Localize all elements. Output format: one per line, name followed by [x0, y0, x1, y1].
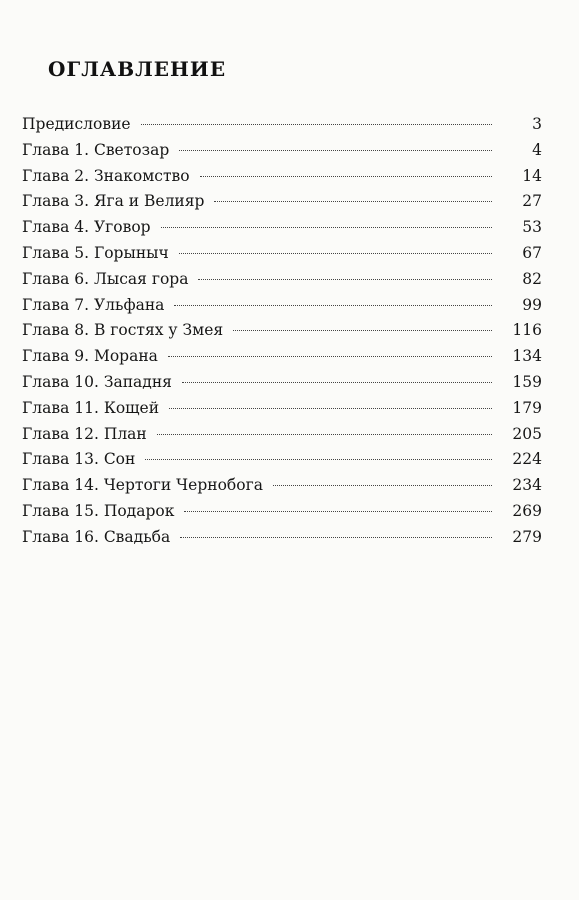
dot-leader — [157, 434, 492, 435]
toc-entry — [22, 241, 542, 267]
toc-entry — [22, 499, 542, 525]
toc-entry-title: Глава 11. Кощей — [22, 398, 160, 417]
toc-entry — [22, 164, 542, 190]
toc-entry-page-number: 3 — [532, 115, 542, 133]
dot-leader — [184, 511, 492, 512]
toc-entry-page-number: 134 — [512, 347, 542, 366]
dot-leader — [179, 253, 492, 254]
toc-entry — [22, 318, 542, 344]
toc-entry-title: Глава 13. Сон — [22, 450, 136, 469]
toc-entry — [22, 112, 542, 138]
dot-leader — [179, 150, 492, 151]
toc-entry-page-number: 82 — [522, 269, 542, 288]
toc-entry — [22, 215, 542, 241]
toc-entry-page-number: 234 — [512, 476, 542, 495]
toc-entry-title: Глава 15. Подарок — [22, 501, 175, 520]
dot-leader — [174, 305, 492, 306]
toc-entry-title: Глава 8. В гостях у Змея — [22, 321, 224, 340]
toc-entry — [22, 293, 542, 319]
toc-entry — [22, 525, 542, 551]
toc-entry — [22, 447, 542, 473]
toc-entry-title: Глава 16. Свадьба — [22, 527, 171, 546]
dot-leader — [273, 485, 492, 486]
toc-entry-title: Глава 14. Чертоги Чернобога — [22, 476, 263, 495]
toc-entry-page-number: 27 — [522, 192, 542, 211]
dot-leader — [168, 356, 492, 357]
dot-leader — [180, 537, 492, 538]
toc-entry-title: Глава 12. План — [22, 424, 147, 443]
toc-entry-title: Глава 2. Знакомство — [22, 166, 190, 185]
toc-entry-page-number: 4 — [532, 140, 542, 159]
dot-leader — [200, 176, 492, 177]
dot-leader — [161, 227, 492, 228]
toc-entry-title: Глава 7. Ульфана — [22, 295, 165, 314]
toc-entry-page-number: 269 — [512, 501, 542, 520]
toc-entry — [22, 422, 542, 448]
dot-leader — [198, 279, 492, 280]
toc-entry-page-number: 179 — [512, 398, 542, 417]
toc-entry-title: Глава 6. Лысая гора — [22, 269, 189, 288]
toc-entry-title: Глава 9. Морана — [22, 347, 158, 366]
dot-leader — [145, 459, 492, 460]
toc-entry — [22, 267, 542, 293]
toc-entry-page-number: 67 — [522, 243, 542, 262]
toc-entry-page-number: 14 — [522, 166, 542, 185]
toc-entry-title: Глава 4. Уговор — [22, 218, 151, 237]
toc-entry-title: Предисловие — [22, 115, 131, 133]
toc-entry-title: Глава 5. Горыныч — [22, 243, 169, 262]
toc-entry-page-number: 224 — [512, 450, 542, 469]
page-title: оглавление — [48, 50, 227, 83]
dot-leader — [233, 330, 492, 331]
toc-entry — [22, 189, 542, 215]
toc-entry-page-number: 205 — [512, 424, 542, 443]
toc-entry-title: Глава 1. Светозар — [22, 140, 170, 159]
toc-entry-page-number: 116 — [512, 321, 542, 340]
toc-entry-title: Глава 10. Западня — [22, 372, 172, 391]
dot-leader — [169, 408, 492, 409]
toc-entry-page-number: 279 — [512, 527, 542, 546]
toc-entry — [22, 344, 542, 370]
dot-leader — [182, 382, 492, 383]
toc-entry — [22, 396, 542, 422]
toc-entry-page-number: 53 — [522, 218, 542, 237]
toc-entry-page-number: 99 — [522, 295, 542, 314]
toc-entry-title: Глава 3. Яга и Велияр — [22, 192, 205, 211]
table-of-contents — [22, 112, 542, 551]
toc-entry — [22, 370, 542, 396]
toc-entry — [22, 473, 542, 499]
dot-leader — [141, 124, 492, 125]
toc-entry — [22, 138, 542, 164]
toc-entry-page-number: 159 — [512, 372, 542, 391]
dot-leader — [214, 201, 492, 202]
